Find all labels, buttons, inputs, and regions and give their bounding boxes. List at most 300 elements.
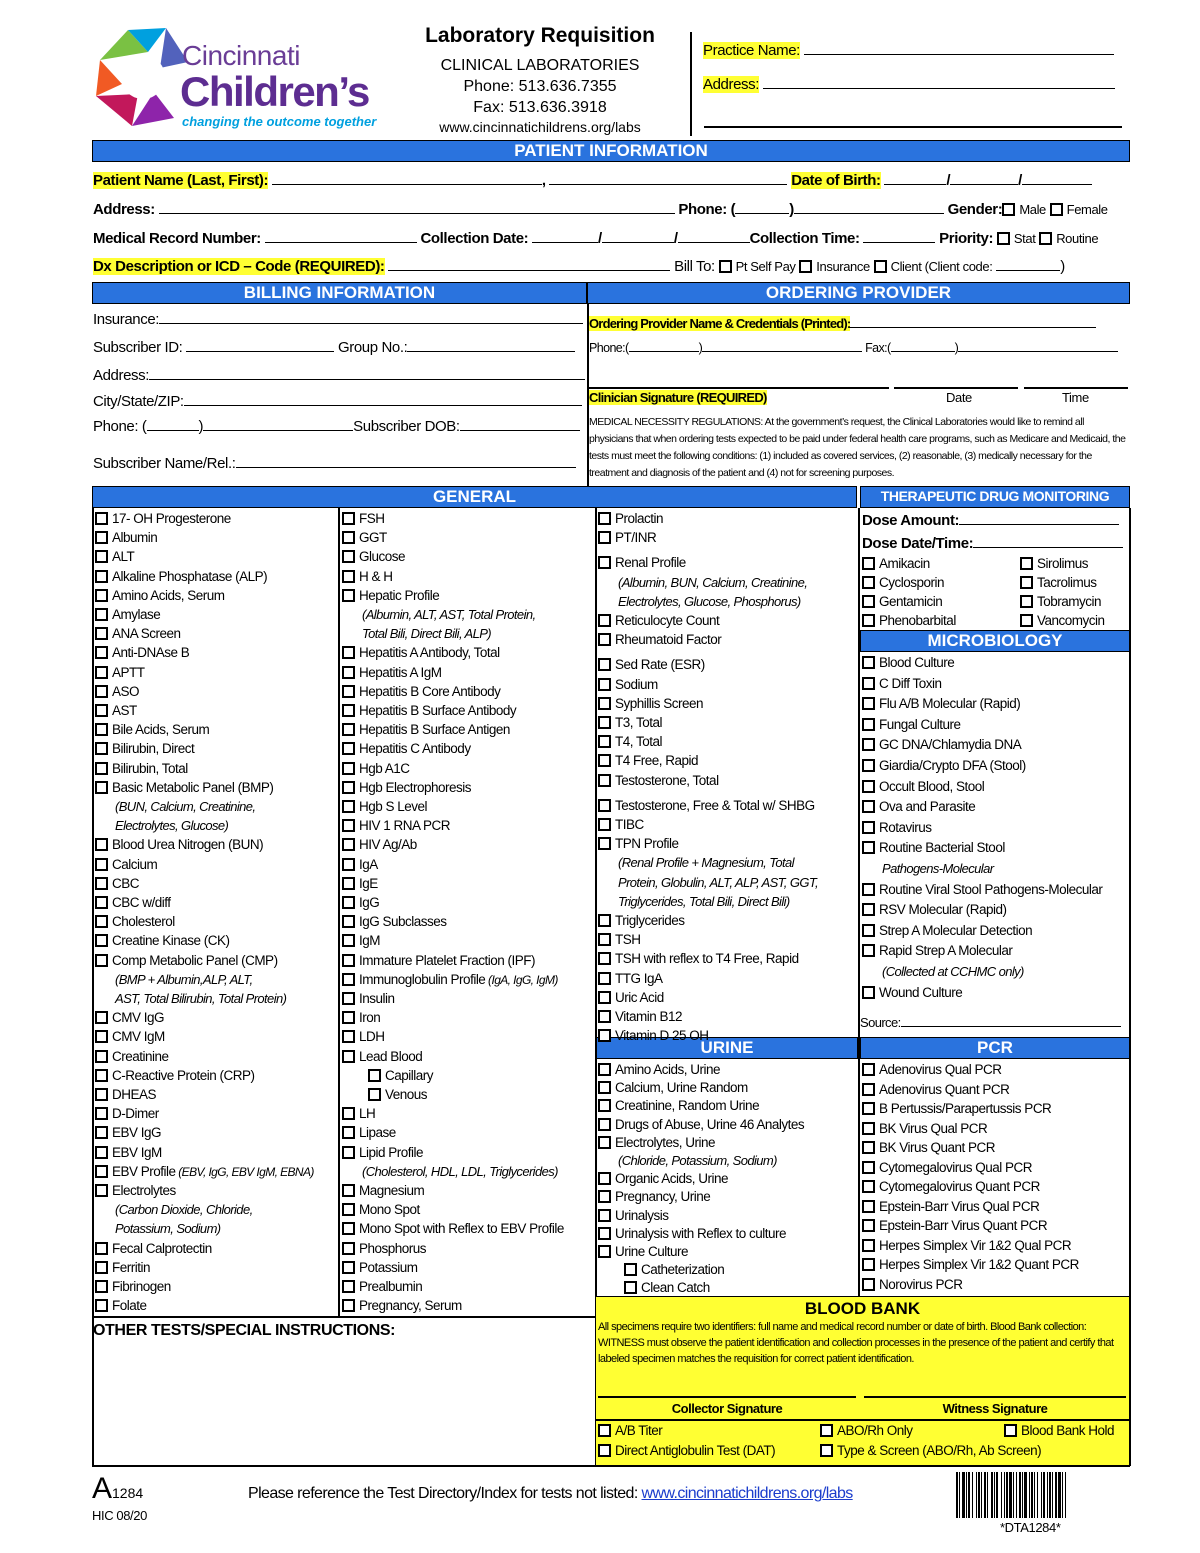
- epstein-barr-virus-quant-pcr-checkbox[interactable]: [862, 1219, 875, 1232]
- hgb-s-level-label: Hgb S Level: [359, 799, 428, 814]
- alkaline-phosphatase-alp-checkbox[interactable]: [95, 570, 108, 583]
- abo-rh-checkbox[interactable]: [820, 1424, 833, 1437]
- strep-a-molecular-detection-checkbox[interactable]: [862, 924, 875, 937]
- cholesterol-checkbox[interactable]: [95, 915, 108, 928]
- giardia-crypto-dfa-stool-checkbox[interactable]: [862, 759, 875, 772]
- blood-bank-hold-label: Blood Bank Hold: [1021, 1423, 1115, 1438]
- iga-checkbox[interactable]: [342, 858, 355, 871]
- creatinine-random-urine-checkbox[interactable]: [598, 1099, 611, 1112]
- amino-acids-serum-checkbox[interactable]: [95, 589, 108, 602]
- mrn-field[interactable]: [265, 242, 417, 243]
- ab-titer-checkbox[interactable]: [598, 1424, 611, 1437]
- gentamicin-checkbox[interactable]: [862, 595, 875, 608]
- urinalysis-with-reflex-to-culture-checkbox[interactable]: [598, 1227, 611, 1240]
- list-item: [342, 1125, 396, 1141]
- lead-blood-checkbox[interactable]: [342, 1050, 355, 1063]
- testosterone-total-checkbox[interactable]: [598, 774, 611, 787]
- hepatitis-a-antibody-total-label: Hepatitis A Antibody, Total: [359, 645, 500, 661]
- rotavirus-label: Rotavirus: [879, 819, 932, 835]
- collection-date-day[interactable]: [602, 242, 674, 243]
- list-item: [598, 990, 664, 1006]
- dheas-checkbox[interactable]: [95, 1088, 108, 1101]
- hepatitis-b-surface-antibody-checkbox[interactable]: [342, 704, 355, 717]
- herpes-simplex-vir-1-2-quant-pcr-checkbox[interactable]: [862, 1258, 875, 1271]
- dat-checkbox[interactable]: [598, 1444, 611, 1457]
- renal-profile-label: Renal Profile: [615, 555, 686, 571]
- clean-catch-checkbox[interactable]: [624, 1281, 637, 1294]
- dose-amount-field[interactable]: [959, 524, 1119, 525]
- gc-dna-chlamydia-dna-checkbox[interactable]: [862, 738, 875, 751]
- list-item: [95, 1049, 169, 1065]
- type-screen-checkbox[interactable]: [820, 1444, 833, 1457]
- rheumatoid-factor-checkbox[interactable]: [598, 633, 611, 646]
- bilirubin-direct-checkbox[interactable]: [95, 742, 108, 755]
- gender-male-checkbox[interactable]: [1002, 203, 1015, 216]
- mono-spot-checkbox[interactable]: [342, 1203, 355, 1216]
- dob-label: Date of Birth:: [791, 172, 881, 189]
- gender-female-label: Female: [1066, 202, 1108, 217]
- ldh-checkbox[interactable]: [342, 1030, 355, 1043]
- list-item: [115, 1202, 253, 1218]
- provider-phone-field[interactable]: [702, 351, 862, 352]
- routine-bacterial-stool-checkbox[interactable]: [862, 841, 875, 854]
- phenobarbital-checkbox[interactable]: [862, 614, 875, 627]
- adenovirus-qual-pcr-label: Adenovirus Qual PCR: [879, 1062, 1002, 1077]
- lipase-checkbox[interactable]: [342, 1126, 355, 1139]
- c-diff-toxin-checkbox[interactable]: [862, 677, 875, 690]
- hiv-1-rna-pcr-checkbox[interactable]: [342, 819, 355, 832]
- group-no-field[interactable]: [407, 351, 575, 352]
- reference-link[interactable]: www.cincinnatichildrens.org/labs: [641, 1485, 853, 1502]
- h-h-checkbox[interactable]: [342, 570, 355, 583]
- alkaline-phosphatase-alp-label: Alkaline Phosphatase (ALP): [112, 568, 268, 584]
- c-reactive-protein-crp-checkbox[interactable]: [95, 1069, 108, 1082]
- list-item: [598, 1135, 715, 1151]
- anti-dnase-b-checkbox[interactable]: [95, 646, 108, 659]
- vitamin-b12-checkbox[interactable]: [598, 1010, 611, 1023]
- hiv-ag-ab-checkbox[interactable]: [342, 838, 355, 851]
- note-text: (BUN, Calcium, Creatinine,: [115, 799, 256, 814]
- albumin-checkbox[interactable]: [95, 531, 108, 544]
- blood-culture-label: Blood Culture: [879, 655, 955, 670]
- list-item: [342, 1010, 380, 1026]
- amikacin-checkbox[interactable]: [862, 557, 875, 570]
- magnesium-checkbox[interactable]: [342, 1184, 355, 1197]
- list-item: [95, 895, 171, 911]
- cmv-igg-checkbox[interactable]: [95, 1011, 108, 1024]
- hepatic-profile-label: Hepatic Profile: [359, 587, 440, 603]
- t4-total-label: T4, Total: [615, 734, 663, 750]
- practice-name-field[interactable]: [804, 54, 1114, 55]
- patient-phone-area[interactable]: [735, 213, 789, 214]
- city-state-zip-field[interactable]: [184, 405, 582, 406]
- subscriber-id-field[interactable]: [186, 351, 334, 352]
- alt-checkbox[interactable]: [95, 550, 108, 563]
- billing-phone-area[interactable]: [147, 430, 199, 431]
- priority-routine-checkbox[interactable]: [1039, 232, 1052, 245]
- client-code-field[interactable]: [996, 270, 1060, 271]
- list-item: [95, 1241, 212, 1257]
- cytomegalovirus-qual-pcr-checkbox[interactable]: [862, 1161, 875, 1174]
- fsh-checkbox[interactable]: [342, 512, 355, 525]
- sirolimus-checkbox[interactable]: [1020, 557, 1033, 570]
- list-item: [95, 722, 209, 738]
- renal-profile-checkbox[interactable]: [598, 556, 611, 569]
- igg-subclasses-checkbox[interactable]: [342, 915, 355, 928]
- tsh-with-reflex-to-t4-free-rapid-checkbox[interactable]: [598, 952, 611, 965]
- list-item: [624, 1280, 710, 1296]
- list-item: [342, 1298, 462, 1314]
- list-item: [95, 1068, 255, 1084]
- igg-checkbox[interactable]: [342, 896, 355, 909]
- ordering-provider-label: Ordering Provider Name & Credentials (Printed):: [589, 316, 851, 331]
- practice-address-line2[interactable]: [704, 126, 1122, 128]
- potassium-checkbox[interactable]: [342, 1261, 355, 1274]
- t4-total-checkbox[interactable]: [598, 735, 611, 748]
- list-item: [862, 1179, 1040, 1195]
- list-item: [862, 1199, 1039, 1215]
- rotavirus-checkbox[interactable]: [862, 821, 875, 834]
- bilirubin-total-checkbox[interactable]: [95, 762, 108, 775]
- ebv-igm-checkbox[interactable]: [95, 1146, 108, 1159]
- routine-viral-stool-pathogens-molecular-checkbox[interactable]: [862, 883, 875, 896]
- other-tests-field[interactable]: [94, 1344, 594, 1464]
- flu-a-b-molecular-rapid-checkbox[interactable]: [862, 697, 875, 710]
- list-item: [862, 820, 932, 836]
- ebv-profile-checkbox[interactable]: [95, 1165, 108, 1178]
- sed-rate-esr-checkbox[interactable]: [598, 658, 611, 671]
- collection-date-month[interactable]: [532, 242, 598, 243]
- gender-female-checkbox[interactable]: [1050, 203, 1063, 216]
- b-pertussis-parapertussis-pcr-checkbox[interactable]: [862, 1102, 875, 1115]
- list-item: [342, 818, 450, 834]
- adenovirus-qual-pcr-checkbox[interactable]: [862, 1063, 875, 1076]
- list-item: [342, 991, 395, 1007]
- signature-date-line[interactable]: [894, 387, 1018, 389]
- subscriber-dob-label: Subscriber DOB:: [353, 418, 460, 435]
- fungal-culture-checkbox[interactable]: [862, 718, 875, 731]
- list-item: [618, 875, 818, 891]
- subscriber-name-field[interactable]: [236, 467, 576, 468]
- list-item: [95, 530, 157, 546]
- wound-culture-checkbox[interactable]: [862, 986, 875, 999]
- list-item: [342, 1183, 424, 1199]
- triglycerides-label: Triglycerides: [615, 913, 685, 928]
- iron-checkbox[interactable]: [342, 1011, 355, 1024]
- tsh-checkbox[interactable]: [598, 933, 611, 946]
- lab-url[interactable]: www.cincinnatichildrens.org/labs: [439, 119, 641, 135]
- patient-phone-field[interactable]: [794, 213, 944, 214]
- folate-checkbox[interactable]: [95, 1299, 108, 1312]
- collection-date-year[interactable]: [678, 242, 750, 243]
- pcr-bar: PCR: [860, 1037, 1130, 1059]
- igm-checkbox[interactable]: [342, 934, 355, 947]
- igg-label: IgG: [359, 895, 380, 910]
- amino-acids-urine-checkbox[interactable]: [598, 1063, 611, 1076]
- capillary-checkbox[interactable]: [368, 1069, 381, 1082]
- reticulocyte-count-label: Reticulocyte Count: [615, 613, 720, 628]
- cytomegalovirus-quant-pcr-checkbox[interactable]: [862, 1180, 875, 1193]
- urine-culture-checkbox[interactable]: [598, 1245, 611, 1258]
- lh-checkbox[interactable]: [342, 1107, 355, 1120]
- prolactin-checkbox[interactable]: [598, 512, 611, 525]
- tacrolimus-checkbox[interactable]: [1020, 576, 1033, 589]
- amylase-checkbox[interactable]: [95, 608, 108, 621]
- electrolytes-checkbox[interactable]: [95, 1184, 108, 1197]
- list-item: [598, 1226, 786, 1242]
- billing-address-field[interactable]: [149, 379, 585, 380]
- cytomegalovirus-qual-pcr-label: Cytomegalovirus Qual PCR: [879, 1159, 1033, 1175]
- calcium-urine-random-checkbox[interactable]: [598, 1081, 611, 1094]
- billing-phone-field[interactable]: [203, 430, 353, 431]
- cyclosporin-checkbox[interactable]: [862, 576, 875, 589]
- ferritin-checkbox[interactable]: [95, 1261, 108, 1274]
- list-item: [862, 1140, 995, 1156]
- norovirus-pcr-checkbox[interactable]: [862, 1278, 875, 1291]
- list-item: [115, 818, 228, 834]
- pt-inr-checkbox[interactable]: [598, 531, 611, 544]
- testosterone-free-total-w-shbg-label: Testosterone, Free & Total w/ SHBG: [615, 797, 815, 813]
- list-item: [862, 1218, 1047, 1234]
- ggt-checkbox[interactable]: [342, 531, 355, 544]
- cbc-w-diff-checkbox[interactable]: [95, 896, 108, 909]
- cmv-igm-label: CMV IgM: [112, 1029, 165, 1045]
- bill-self-pay-checkbox[interactable]: [719, 260, 732, 273]
- priority-stat-label: Stat: [1013, 231, 1036, 246]
- glucose-checkbox[interactable]: [342, 550, 355, 563]
- signature-line[interactable]: [589, 387, 889, 389]
- electrolytes-urine-checkbox[interactable]: [598, 1136, 611, 1149]
- dx-field[interactable]: [388, 270, 670, 271]
- list-item: [862, 1082, 1009, 1098]
- collection-time-field[interactable]: [863, 242, 935, 243]
- ttg-iga-label: TTG IgA: [615, 970, 663, 986]
- testosterone-total-label: Testosterone, Total: [615, 772, 719, 788]
- epstein-barr-virus-qual-pcr-checkbox[interactable]: [862, 1200, 875, 1213]
- witness-signature-line[interactable]: [864, 1396, 1126, 1398]
- pregnancy-serum-checkbox[interactable]: [342, 1299, 355, 1312]
- mono-spot-with-reflex-to-ebv-profile-checkbox[interactable]: [342, 1222, 355, 1235]
- list-item: [95, 703, 137, 719]
- hgb-electrophoresis-checkbox[interactable]: [342, 781, 355, 794]
- pregnancy-urine-checkbox[interactable]: [598, 1190, 611, 1203]
- note-text: Triglycerides, Total Bili, Direct Bili): [618, 893, 790, 909]
- patient-phone-label: Phone:: [678, 201, 727, 218]
- blood-bank-hold-checkbox[interactable]: [1004, 1424, 1017, 1437]
- list-item: [342, 741, 471, 757]
- tibc-checkbox[interactable]: [598, 818, 611, 831]
- anti-dnase-b-label: Anti-DNAse B: [112, 645, 190, 661]
- organic-acids-urine-checkbox[interactable]: [598, 1172, 611, 1185]
- source-field[interactable]: [901, 1026, 1121, 1027]
- comp-metabolic-panel-cmp-checkbox[interactable]: [95, 954, 108, 967]
- syphillis-screen-checkbox[interactable]: [598, 697, 611, 710]
- lipid-profile-checkbox[interactable]: [342, 1146, 355, 1159]
- ast-checkbox[interactable]: [95, 704, 108, 717]
- provider-phone-area[interactable]: [629, 351, 699, 352]
- adenovirus-quant-pcr-checkbox[interactable]: [862, 1083, 875, 1096]
- witness-signature-label: Witness Signature: [942, 1401, 1048, 1416]
- billing-phone-label: Phone:: [93, 418, 139, 435]
- hepatitis-a-igm-checkbox[interactable]: [342, 666, 355, 679]
- fibrinogen-checkbox[interactable]: [95, 1280, 108, 1293]
- catheterization-checkbox[interactable]: [624, 1263, 637, 1276]
- immature-platelet-fraction-ipf-checkbox[interactable]: [342, 954, 355, 967]
- prealbumin-checkbox[interactable]: [342, 1280, 355, 1293]
- list-item: [862, 594, 942, 610]
- ordering-provider-field[interactable]: [850, 327, 1096, 328]
- giardia-crypto-dfa-stool-label: Giardia/Crypto DFA (Stool): [879, 758, 1026, 773]
- bk-virus-quant-pcr-checkbox[interactable]: [862, 1141, 875, 1154]
- blood-urea-nitrogen-bun-checkbox[interactable]: [95, 838, 108, 851]
- dose-time-field[interactable]: [973, 547, 1123, 548]
- list-item: [342, 1221, 564, 1237]
- provider-fax-field[interactable]: [958, 351, 1118, 352]
- phenobarbital-label: Phenobarbital: [879, 613, 956, 628]
- bile-acids-serum-checkbox[interactable]: [95, 723, 108, 736]
- patient-address-field[interactable]: [159, 213, 675, 214]
- immunoglobulin-profile-label: Immunoglobulin Profile: [359, 971, 486, 987]
- list-item: [95, 857, 157, 873]
- sodium-checkbox[interactable]: [598, 678, 611, 691]
- medical-necessity-text: MEDICAL NECESSITY REGULATIONS: At the government’s request, the Clinical Laboratories would like to remind all physicians that when ordering tests expected to be paid under federal health care programs, such as Medicare and Medicaid, the tests must meet the following conditions: (1) included as covered services, (2) reasonable, (3) medically necessary for the treatment and diagnosis of the patient and (4) not for screening purposes.: [589, 416, 1126, 479]
- phosphorus-checkbox[interactable]: [342, 1242, 355, 1255]
- collector-signature-line[interactable]: [598, 1396, 856, 1398]
- city-state-zip-label: City/State/ZIP:: [93, 393, 184, 410]
- list-item: [95, 569, 267, 585]
- barcode-text: *DTA1284*: [1000, 1520, 1061, 1535]
- lh-label: LH: [359, 1106, 376, 1122]
- list-item: [598, 632, 721, 648]
- urinalysis-checkbox[interactable]: [598, 1209, 611, 1222]
- tobramycin-checkbox[interactable]: [1020, 595, 1033, 608]
- microbiology-bar: MICROBIOLOGY: [860, 630, 1130, 652]
- bill-client-checkbox[interactable]: [874, 260, 887, 273]
- aptt-checkbox[interactable]: [95, 666, 108, 679]
- tsh-label: TSH: [615, 932, 641, 948]
- venous-checkbox[interactable]: [368, 1088, 381, 1101]
- cholesterol-label: Cholesterol: [112, 914, 175, 930]
- drugs-of-abuse-urine-46-analytes-checkbox[interactable]: [598, 1118, 611, 1131]
- practice-name-label: Practice Name:: [703, 42, 800, 59]
- list-item: [862, 676, 942, 692]
- subscriber-dob-field[interactable]: [460, 430, 580, 431]
- hepatic-profile-checkbox[interactable]: [342, 589, 355, 602]
- creatine-kinase-ck-checkbox[interactable]: [95, 934, 108, 947]
- triglycerides-checkbox[interactable]: [598, 914, 611, 927]
- cbc-checkbox[interactable]: [95, 877, 108, 890]
- provider-fax-area[interactable]: [891, 351, 955, 352]
- cmv-igm-checkbox[interactable]: [95, 1030, 108, 1043]
- bill-insurance-checkbox[interactable]: [799, 260, 812, 273]
- hepatitis-c-antibody-checkbox[interactable]: [342, 742, 355, 755]
- list-item: [598, 817, 644, 833]
- syphillis-screen-label: Syphillis Screen: [615, 695, 704, 711]
- note-text: AST, Total Bilirubin, Total Protein): [115, 991, 287, 1006]
- list-item: [362, 626, 491, 642]
- ttg-iga-checkbox[interactable]: [598, 972, 611, 985]
- patient-name-last[interactable]: [272, 184, 542, 185]
- aso-checkbox[interactable]: [95, 685, 108, 698]
- bk-virus-quant-pcr-label: BK Virus Quant PCR: [879, 1140, 996, 1155]
- occult-blood-stool-checkbox[interactable]: [862, 780, 875, 793]
- bk-virus-qual-pcr-checkbox[interactable]: [862, 1122, 875, 1135]
- ige-label: IgE: [359, 875, 378, 891]
- patient-name-label: Patient Name (Last, First):: [93, 172, 269, 189]
- 17-oh-progesterone-checkbox[interactable]: [95, 512, 108, 525]
- blood-culture-checkbox[interactable]: [862, 656, 875, 669]
- dob-day[interactable]: [950, 184, 1018, 185]
- list-item: [95, 876, 139, 892]
- ana-screen-checkbox[interactable]: [95, 627, 108, 640]
- immunoglobulin-profile-checkbox[interactable]: [342, 973, 355, 986]
- subscriber-id-label: Subscriber ID:: [93, 339, 183, 356]
- priority-stat-checkbox[interactable]: [997, 232, 1010, 245]
- t3-total-checkbox[interactable]: [598, 716, 611, 729]
- hepatitis-b-surface-antigen-checkbox[interactable]: [342, 723, 355, 736]
- hepatitis-a-igm-label: Hepatitis A IgM: [359, 664, 442, 680]
- ana-screen-label: ANA Screen: [112, 626, 181, 642]
- list-item: [342, 684, 500, 700]
- creatinine-checkbox[interactable]: [95, 1050, 108, 1063]
- uric-acid-checkbox[interactable]: [598, 991, 611, 1004]
- albumin-label: Albumin: [112, 530, 158, 546]
- list-item: [342, 530, 387, 546]
- capillary-label: Capillary: [385, 1067, 434, 1083]
- hepatitis-b-core-antibody-checkbox[interactable]: [342, 685, 355, 698]
- signature-time-line[interactable]: [1024, 387, 1128, 389]
- practice-address-field[interactable]: [763, 88, 1115, 89]
- hgb-a1c-checkbox[interactable]: [342, 762, 355, 775]
- form-code: [92, 1472, 143, 1506]
- insulin-checkbox[interactable]: [342, 992, 355, 1005]
- ige-checkbox[interactable]: [342, 877, 355, 890]
- dheas-label: DHEAS: [112, 1087, 157, 1102]
- basic-metabolic-panel-bmp-checkbox[interactable]: [95, 781, 108, 794]
- form-title: Laboratory Requisition: [425, 24, 655, 47]
- ova-and-parasite-checkbox[interactable]: [862, 800, 875, 813]
- calcium-checkbox[interactable]: [95, 858, 108, 871]
- hepatitis-a-antibody-total-checkbox[interactable]: [342, 646, 355, 659]
- hgb-s-level-checkbox[interactable]: [342, 800, 355, 813]
- electrolytes-label: Electrolytes: [112, 1183, 176, 1198]
- vancomycin-checkbox[interactable]: [1020, 614, 1033, 627]
- ebv-igg-checkbox[interactable]: [95, 1126, 108, 1139]
- rapid-strep-a-molecular-checkbox[interactable]: [862, 944, 875, 957]
- testosterone-free-total-w-shbg-checkbox[interactable]: [598, 799, 611, 812]
- dob-month[interactable]: [884, 184, 946, 185]
- fecal-calprotectin-checkbox[interactable]: [95, 1242, 108, 1255]
- tpn-profile-checkbox[interactable]: [598, 837, 611, 850]
- list-item: [342, 933, 380, 949]
- list-item: [342, 1106, 375, 1122]
- phosphorus-label: Phosphorus: [359, 1240, 427, 1256]
- list-item: [862, 882, 1102, 898]
- patient-name-first[interactable]: [549, 184, 787, 185]
- hepatitis-b-surface-antibody-label: Hepatitis B Surface Antibody: [359, 703, 517, 718]
- list-item: [342, 857, 378, 873]
- insurance-field[interactable]: [159, 323, 583, 324]
- d-dimer-checkbox[interactable]: [95, 1107, 108, 1120]
- herpes-simplex-vir-1-2-qual-pcr-checkbox[interactable]: [862, 1239, 875, 1252]
- t4-free-rapid-checkbox[interactable]: [598, 754, 611, 767]
- b-pertussis-parapertussis-pcr-label: B Pertussis/Parapertussis PCR: [879, 1101, 1052, 1116]
- reticulocyte-count-checkbox[interactable]: [598, 614, 611, 627]
- dob-year[interactable]: [1022, 184, 1092, 185]
- vitamin-d-25-oh-checkbox[interactable]: [598, 1029, 611, 1042]
- ab-titer-label: A/B Titer: [615, 1423, 663, 1438]
- rsv-molecular-rapid-checkbox[interactable]: [862, 903, 875, 916]
